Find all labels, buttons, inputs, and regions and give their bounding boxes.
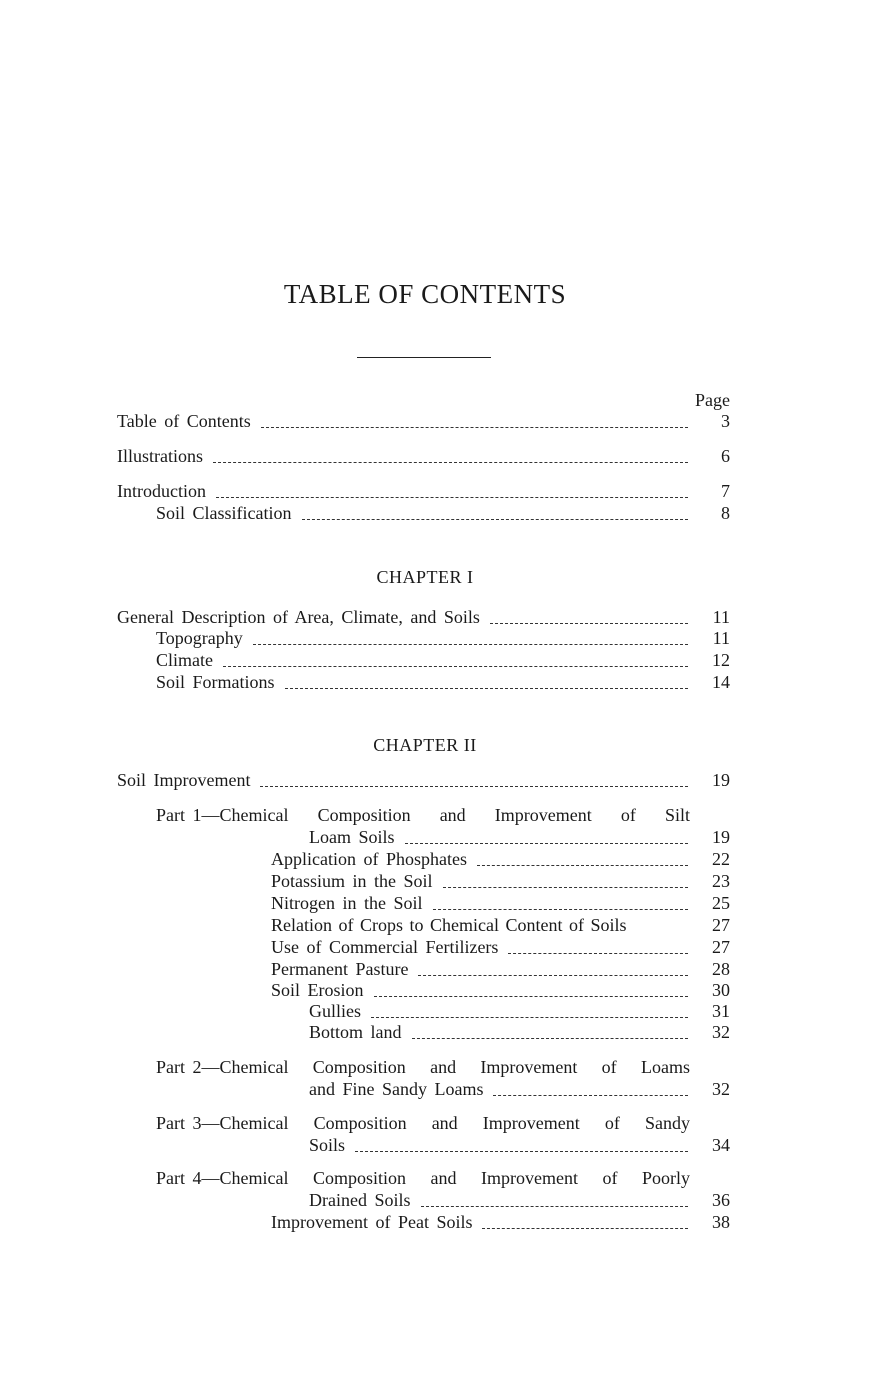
toc-entry-label: Climate (156, 650, 213, 670)
dot-leader (482, 1228, 688, 1229)
chapter-heading: CHAPTER I (376, 567, 474, 587)
word: and (439, 805, 466, 825)
toc-entry-page: 27 (712, 915, 730, 935)
part-heading-continuation (309, 1135, 730, 1157)
part-heading (156, 1057, 690, 1078)
toc-entry-label: and Fine Sandy Loams (309, 1079, 484, 1099)
toc-entry-page: 32 (712, 1022, 730, 1042)
toc-entry-page: 32 (712, 1079, 730, 1099)
part-heading-continuation (309, 827, 730, 849)
toc-entry-page: 19 (712, 827, 730, 847)
toc-entry-page: 22 (712, 849, 730, 869)
toc-entry (156, 672, 730, 694)
toc-entry-page: 27 (712, 937, 730, 957)
word: and (430, 1168, 457, 1188)
toc-entry-page: 34 (712, 1135, 730, 1155)
dot-leader (285, 688, 688, 689)
toc-entry-page: 12 (712, 650, 730, 670)
toc-entry-page: 7 (721, 481, 730, 501)
toc-entry-label: Potassium in the Soil (271, 871, 433, 891)
word: Improvement (482, 1113, 580, 1133)
word: of (604, 1113, 620, 1133)
word: Loams (640, 1057, 690, 1077)
toc-entry-label: Soil Erosion (271, 980, 364, 1000)
word: Part 3—Chemical (156, 1113, 289, 1133)
dot-leader (223, 666, 688, 667)
word: Part 1—Chemical (156, 805, 289, 825)
toc-entry-page: 8 (721, 503, 730, 523)
toc-entry-label: Permanent Pasture (271, 959, 409, 979)
toc-entry (271, 937, 730, 959)
toc-entry-illustrations (117, 446, 730, 468)
toc-entry-label: Table of Contents (117, 411, 251, 431)
toc-entry-label: Illustrations (117, 446, 203, 466)
toc-entry-soil-classification (156, 503, 730, 525)
toc-entry-page: 19 (712, 770, 730, 790)
dot-leader (508, 953, 688, 954)
part-heading-continuation (309, 1079, 730, 1101)
toc-entry-page: 11 (712, 628, 730, 648)
dot-leader (421, 1206, 689, 1207)
word: of (620, 805, 636, 825)
dot-leader (261, 427, 688, 428)
toc-entry-label: Topography (156, 628, 243, 648)
dot-leader (374, 996, 688, 997)
dot-leader (253, 644, 688, 645)
word: of (602, 1168, 618, 1188)
toc-entry-label: Soils (309, 1135, 346, 1155)
toc-entry (271, 915, 730, 937)
dot-leader (443, 887, 688, 888)
toc-entry (156, 650, 730, 672)
toc-entry (117, 607, 730, 629)
word: Sandy (644, 1113, 690, 1133)
toc-entry (309, 1001, 730, 1023)
toc-entry (271, 871, 730, 893)
word: Composition (312, 1168, 406, 1188)
toc-entry-page: 3 (721, 411, 730, 431)
toc-entry-label: Relation of Crops to Chemical Content of Soils (271, 915, 627, 935)
chapter-heading: CHAPTER II (373, 735, 477, 755)
toc-entry (271, 1212, 730, 1234)
toc-entry-label: Use of Commercial Fertilizers (271, 937, 499, 957)
part-heading (156, 1113, 690, 1134)
page-column-header: Page (695, 390, 730, 410)
title-rule (357, 357, 491, 358)
word: Part 2—Chemical (156, 1057, 289, 1077)
toc-entry-label: Nitrogen in the Soil (271, 893, 423, 913)
toc-entry (117, 770, 730, 792)
toc-entry-label: Soil Formations (156, 672, 275, 692)
word: Silt (664, 805, 690, 825)
toc-entry (271, 893, 730, 915)
dot-leader (302, 519, 689, 520)
toc-entry-page: 6 (721, 446, 730, 466)
dot-leader (355, 1151, 688, 1152)
toc-entry-label: Soil Classification (156, 503, 292, 523)
toc-entry-label: Drained Soils (309, 1190, 411, 1210)
part-heading-continuation (309, 1190, 730, 1212)
part-heading (156, 1168, 690, 1189)
toc-entry-page: 28 (712, 959, 730, 979)
word: Composition (312, 1057, 406, 1077)
toc-entry (156, 628, 730, 650)
dot-leader (405, 843, 688, 844)
part-heading (156, 805, 690, 826)
dot-leader (371, 1017, 688, 1018)
page-title: TABLE OF CONTENTS (283, 279, 567, 309)
word: Improvement (481, 1168, 578, 1188)
toc-entry-table-of-contents (117, 411, 730, 433)
toc-entry (309, 1022, 730, 1044)
word: and (430, 1057, 457, 1077)
dot-leader (213, 462, 688, 463)
toc-entry-introduction (117, 481, 730, 503)
word: Part 4—Chemical (156, 1168, 289, 1188)
dot-leader (477, 865, 688, 866)
toc-entry-label: Introduction (117, 481, 206, 501)
toc-entry (271, 959, 730, 981)
toc-entry (271, 849, 730, 871)
toc-entry-label: Improvement of Peat Soils (271, 1212, 473, 1232)
toc-entry-page: 25 (712, 893, 730, 913)
toc-entry-page: 14 (712, 672, 730, 692)
dot-leader (418, 975, 688, 976)
toc-entry-page: 23 (712, 871, 730, 891)
word: Poorly (641, 1168, 690, 1188)
toc-entry-page: 36 (712, 1190, 730, 1210)
dot-leader (216, 497, 688, 498)
toc-entry-page: 11 (712, 607, 730, 627)
word: Improvement (480, 1057, 578, 1077)
toc-entry-label: Gullies (309, 1001, 361, 1021)
toc-entry-label: General Description of Area, Climate, and Soils (117, 607, 480, 627)
word: Composition (317, 805, 411, 825)
toc-entry-label: Application of Phosphates (271, 849, 467, 869)
toc-entry-page: 38 (712, 1212, 730, 1232)
dot-leader (493, 1095, 688, 1096)
toc-entry-label: Loam Soils (309, 827, 395, 847)
word: of (601, 1057, 617, 1077)
dot-leader (490, 623, 688, 624)
toc-entry (271, 980, 730, 1002)
dot-leader (433, 909, 689, 910)
toc-entry-page: 31 (712, 1001, 730, 1021)
toc-entry-page: 30 (712, 980, 730, 1000)
word: and (431, 1113, 458, 1133)
word: Composition (313, 1113, 407, 1133)
dot-leader (260, 786, 688, 787)
dot-leader (412, 1038, 689, 1039)
toc-entry-label: Soil Improvement (117, 770, 251, 790)
toc-entry-label: Bottom land (309, 1022, 402, 1042)
word: Improvement (494, 805, 592, 825)
